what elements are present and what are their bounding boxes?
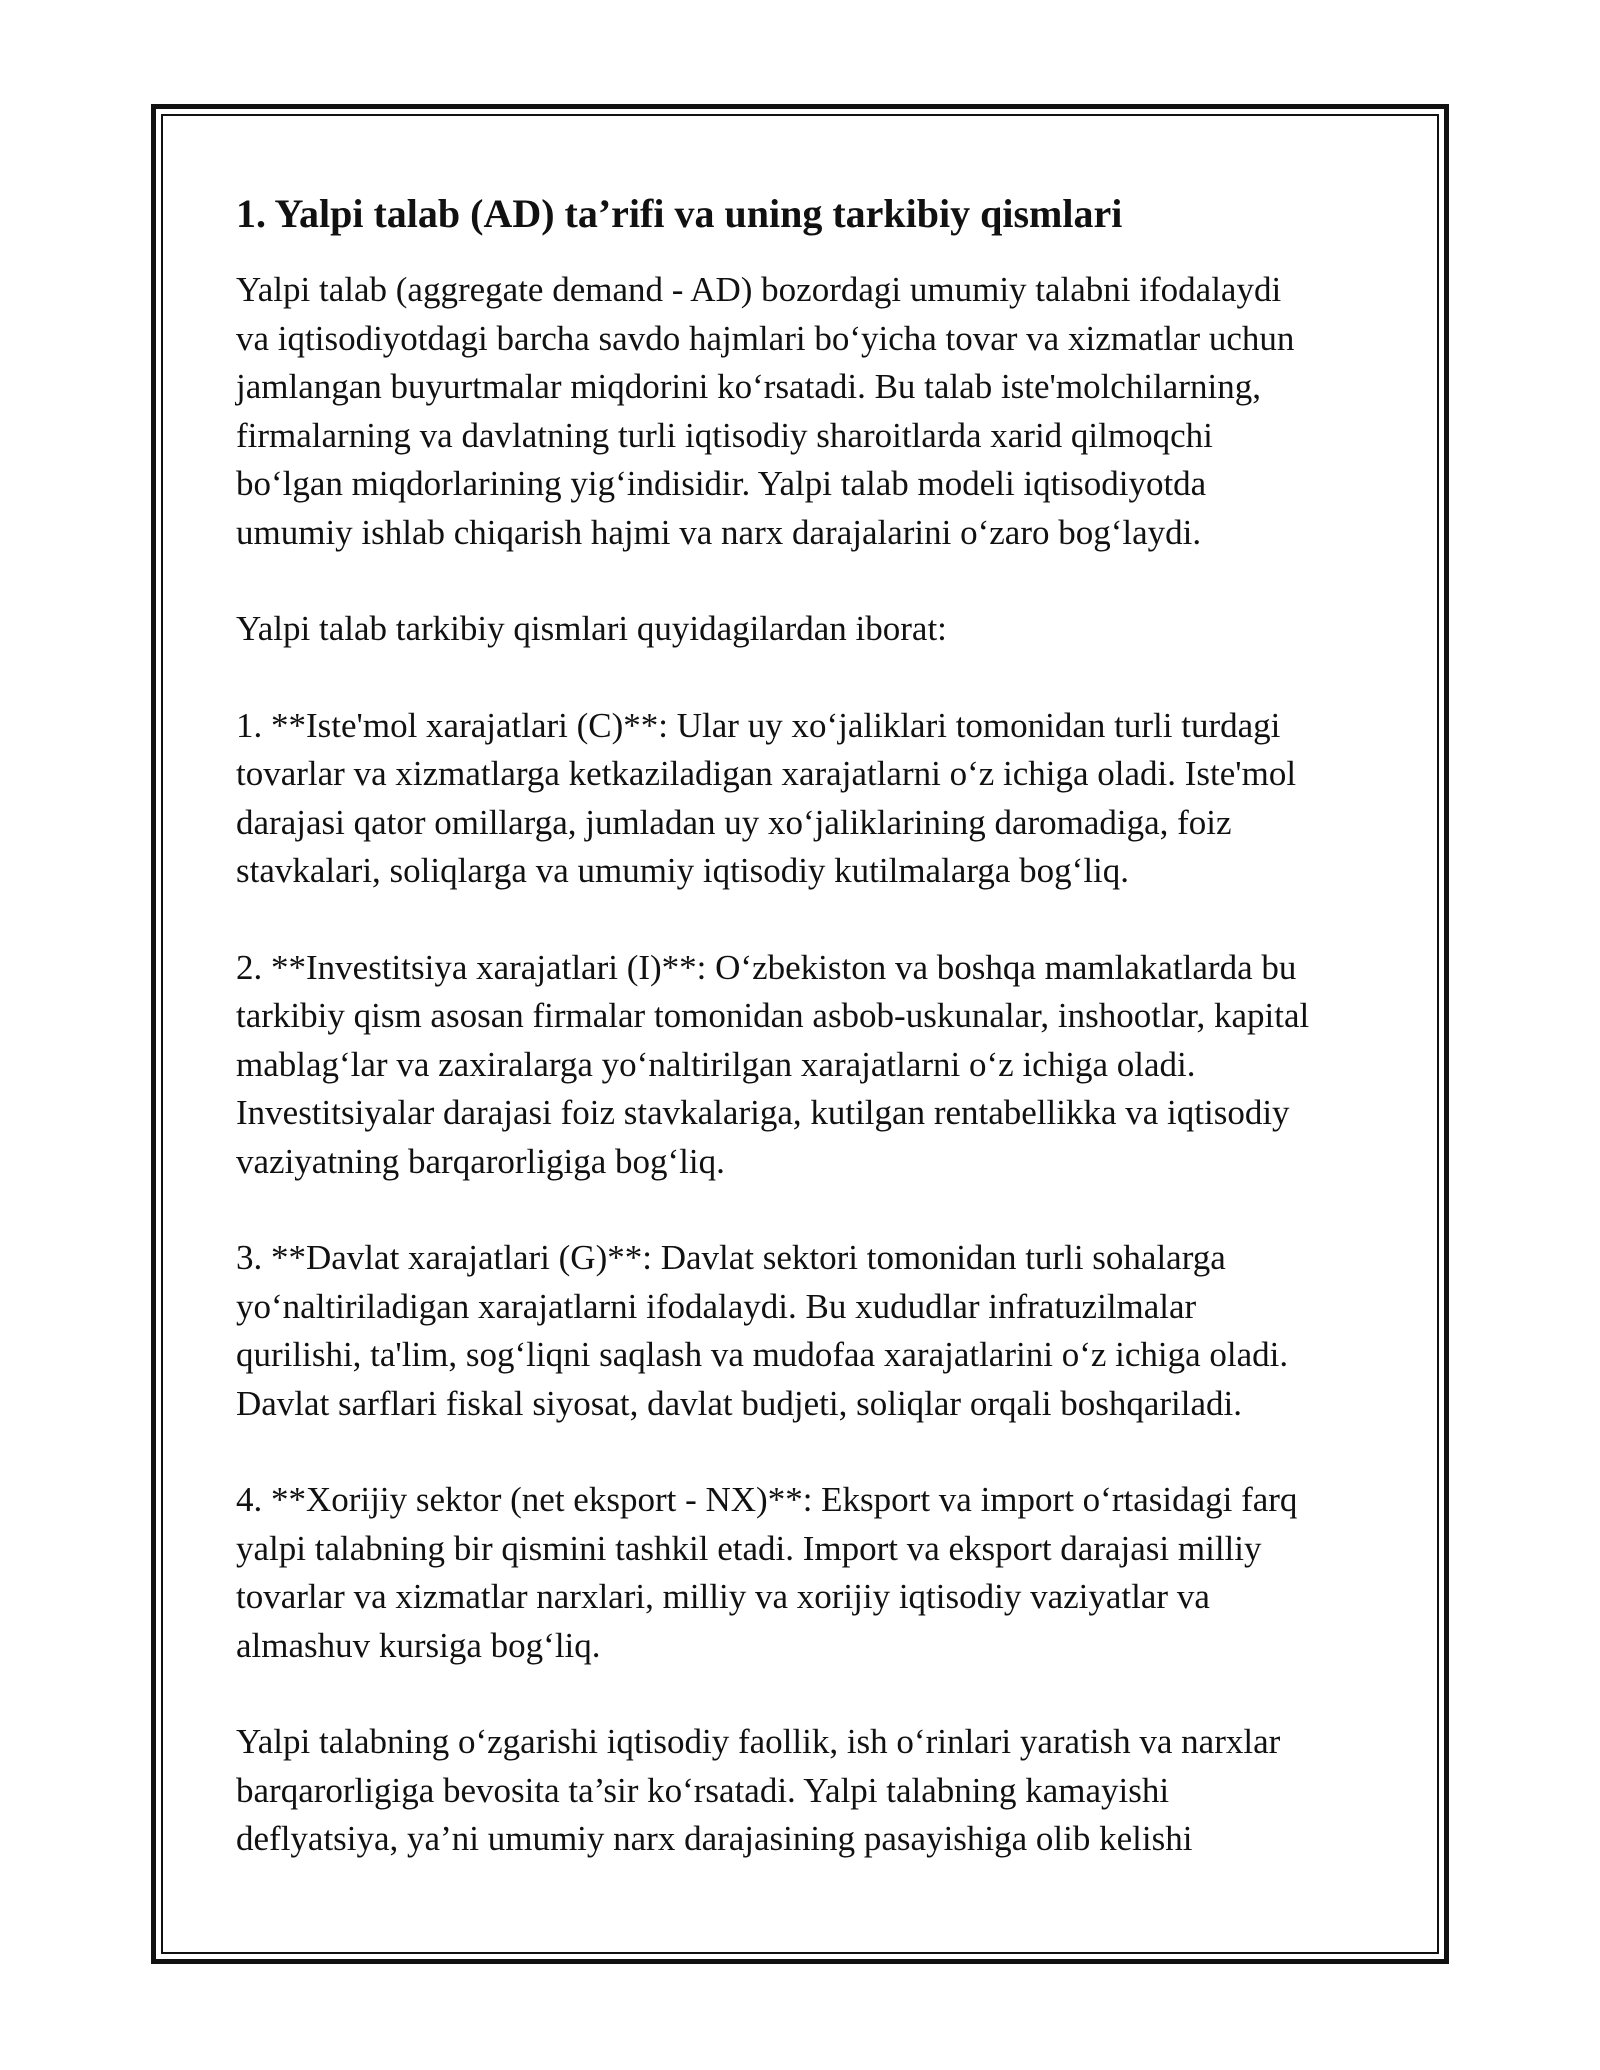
government-paragraph: 3. **Davlat xarajatlari (G)**: Davlat sektori tomonidan turli sohalarga yo‘naltiriladigan xarajatlarni ifodalaydi. Bu xududlar infratuzilmalar qurilishi, ta'lim, sog‘liqni saqlash va mudofaa xarajatlarini o‘z ichiga oladi. Davlat sarflari fiskal siyosat, davlat budjeti, soliqlar orqali boshqariladi. bbox=[236, 1238, 1289, 1423]
consumption-paragraph: 1. **Iste'mol xarajatlari (C)**: Ular uy xo‘jaliklari tomonidan turli turdagi tovarlar va xizmatlarga ketkaziladigan xarajatlarni o‘z ichiga oladi. Iste'mol darajasi qator omillarga, jumladan uy xo‘jaliklarining daromadiga, foiz stavkalari, soliqlarga va umumiy iqtisodiy kutilmalarga bog‘liq. bbox=[236, 705, 1297, 890]
document-body bbox=[236, 188, 1376, 1864]
intro-paragraph: Yalpi talab (aggregate demand - AD) bozordagi umumiy talabni ifodalaydi va iqtisodiyotdagi barcha savdo hajmlari bo‘yicha tovar va xizmatlar uchun jamlangan buyurtmalar miqdorini ko‘rsatadi. Bu talab iste'molchilarning, firmalarning va davlatning turli iqtisodiy sharoitlarda xarid qilmoqchi bo‘lgan miqdorlarining yig‘indisidir. Yalpi talab modeli iqtisodiyotda umumiy ishlab chiqarish hajmi va narx darajalarini o‘zaro bog‘laydi. bbox=[236, 270, 1295, 552]
section-heading: 1. Yalpi talab (AD) ta’rifi va uning tarkibiy qismlari bbox=[236, 191, 1123, 236]
investment-paragraph: 2. **Investitsiya xarajatlari (I)**: O‘zbekiston va boshqa mamlakatlarda bu tarkibiy qism asosan firmalar tomonidan asbob-uskunalar, inshootlar, kapital mablag‘lar va zaxiralarga yo‘naltirilgan xarajatlarni o‘z ichiga oladi. Investitsiyalar darajasi foiz stavkalariga, kutilgan rentabellikka va iqtisodiy vaziyatning barqarorligiga bog‘liq. bbox=[236, 947, 1310, 1181]
net-export-paragraph: 4. **Xorijiy sektor (net eksport - NX)**: Eksport va import o‘rtasidagi farq yalpi talabning bir qismini tashkil etadi. Import va eksport darajasi milliy tovarlar va xizmatlar narxlari, milliy va xorijiy iqtisodiy vaziyatlar va almashuv kursiga bog‘liq. bbox=[236, 1480, 1298, 1665]
conclusion-paragraph: Yalpi talabning o‘zgarishi iqtisodiy faollik, ish o‘rinlari yaratish va narxlar barqarorligiga bevosita ta’sir ko‘rsatadi. Yalpi talabning kamayishi deflyatsiya, ya’ni umumiy narx darajasining pasayishiga olib kelishi bbox=[236, 1722, 1281, 1858]
components-intro-paragraph: Yalpi talab tarkibiy qismlari quyidagilardan iborat: bbox=[236, 609, 947, 648]
